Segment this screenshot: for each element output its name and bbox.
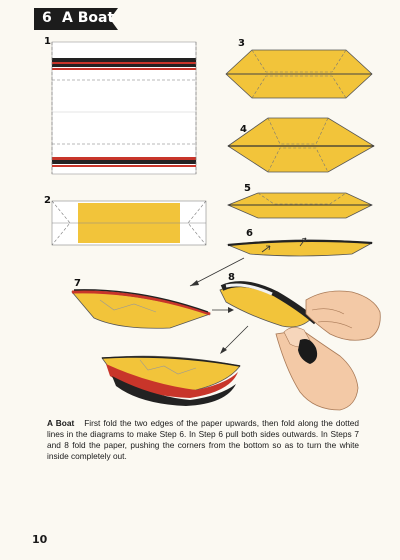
step-label-5: 5 [244,183,251,194]
instructions-caption [47,418,359,462]
step-7-diagram [72,290,210,328]
step-8-diagram [220,284,380,410]
step-6-diagram [228,238,372,256]
step-5-diagram [228,193,372,218]
step-label-7: 7 [74,278,81,289]
section-number: 6 [42,10,52,26]
page-number: 10 [32,533,48,546]
finished-boat-diagram [102,356,240,406]
step-label-4: 4 [240,124,247,135]
caption-title: A Boat [47,418,75,428]
step-4-diagram [228,118,374,172]
step-2-diagram [52,201,206,245]
step-3-diagram [226,50,372,98]
step-label-6: 6 [246,228,253,239]
step-label-3: 3 [238,38,245,49]
step-label-1: 1 [44,36,51,47]
step-label-8: 8 [228,272,235,283]
section-title: A Boat [62,10,115,26]
caption-text: First fold the two edges of the paper upwards, then fold along the dotted lines in the diagrams to make Step 6. In Step 6 pull both sides outwards. In Steps 7 and 8 fold the paper, pushing the corners from the bottom so as to turn the white inside completely out. [47,418,359,461]
step-1-diagram [52,42,196,174]
step-label-2: 2 [44,195,51,206]
